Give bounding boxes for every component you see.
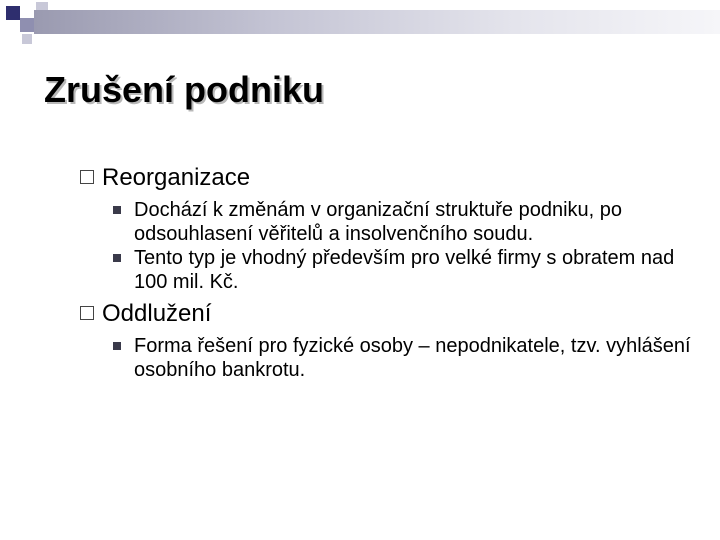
deco-gradient-bar xyxy=(34,10,720,34)
section-heading-oddluzeni xyxy=(78,298,698,330)
section-heading-reorganizace xyxy=(78,162,698,194)
deco-square-mid xyxy=(20,18,34,32)
list-item-text: Forma řešení pro fyzické osoby – nepodnikatele, tzv. vyhlášení osobního bankrotu. xyxy=(134,335,691,381)
deco-square-dark xyxy=(6,6,20,20)
header-decoration xyxy=(0,0,720,48)
deco-square-small xyxy=(22,34,32,44)
hollow-square-icon xyxy=(80,170,94,184)
section-heading-label: Reorganizace xyxy=(102,164,251,191)
filled-square-icon xyxy=(113,206,121,214)
slide-title: Zrušení podniku xyxy=(44,69,325,110)
list-item xyxy=(78,246,698,294)
bullet-list-oddluzeni xyxy=(78,334,698,382)
filled-square-icon xyxy=(113,342,121,350)
bullet-list-reorganizace xyxy=(78,198,698,294)
hollow-square-icon xyxy=(80,306,94,320)
filled-square-icon xyxy=(113,254,121,262)
section-heading-label: Oddlužení xyxy=(102,300,212,327)
slide-content xyxy=(78,162,698,382)
list-item xyxy=(78,334,698,382)
list-item-text: Tento typ je vhodný především pro velké firmy s obratem nad 100 mil. Kč. xyxy=(134,247,675,293)
list-item-text: Dochází k změnám v organizační struktuře podniku, po odsouhlasení věřitelů a insolvenčního soudu. xyxy=(134,199,623,245)
list-item xyxy=(78,198,698,246)
